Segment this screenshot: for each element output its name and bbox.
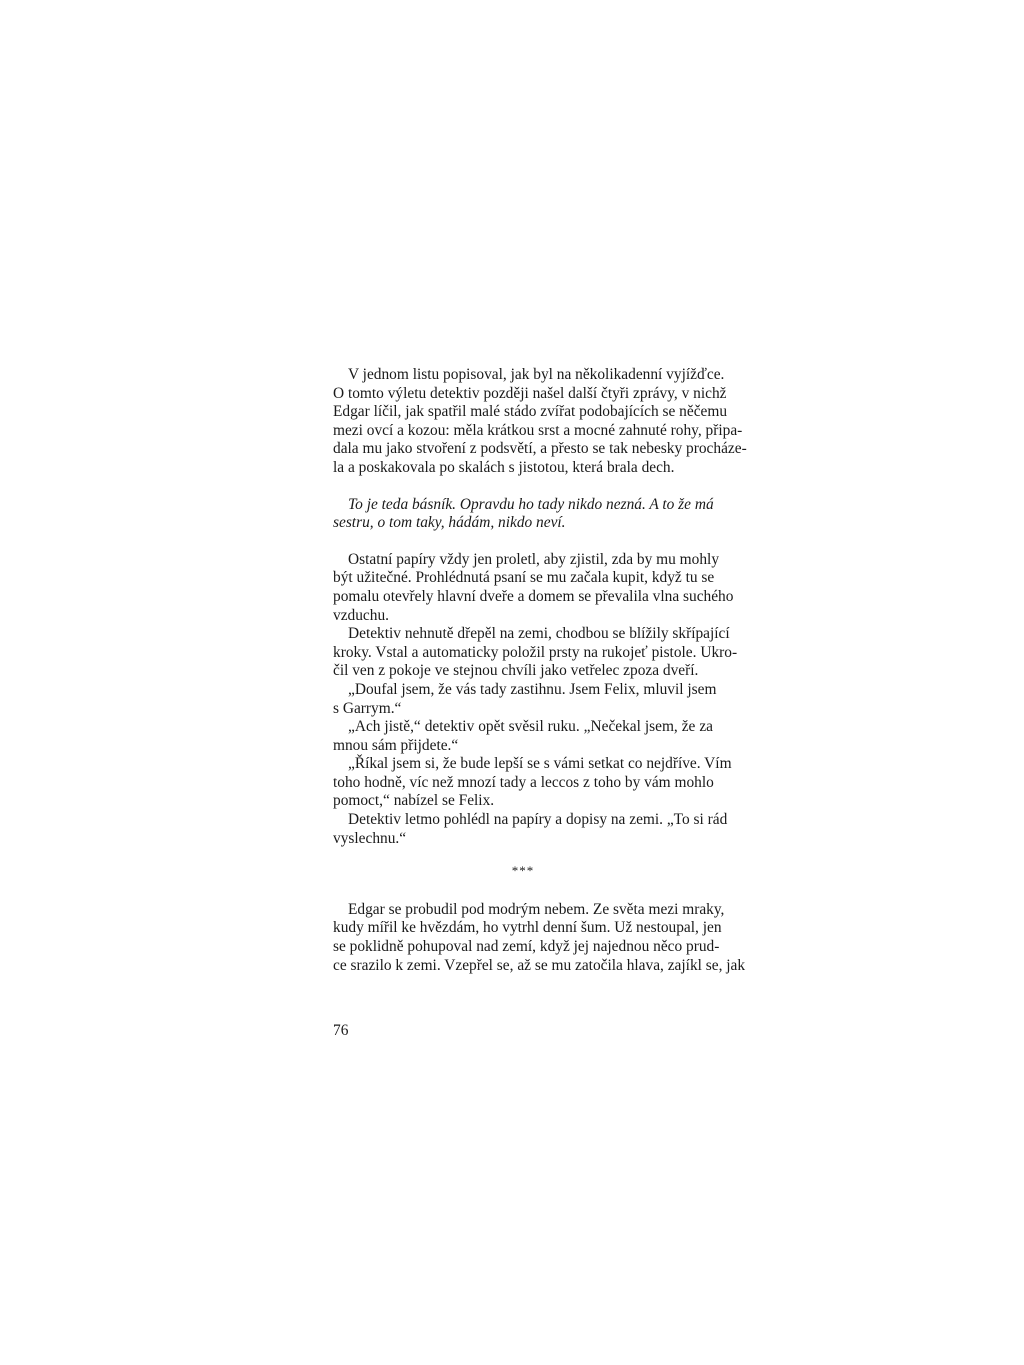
text-line: vzduchu. <box>333 606 389 624</box>
text-line: Detektiv nehnutě dřepěl na zemi, chodbou se blížily skřípající <box>348 625 730 643</box>
text-line: mezi ovcí a kozou: měla krátkou srst a mocné zahnuté rohy, připa- <box>333 421 743 439</box>
text-line: „Doufal jsem, že vás tady zastihnu. Jsem Felix, mluvil jsem <box>348 680 717 698</box>
text-line: To je teda básník. Opravdu ho tady nikdo nezná. A to že má <box>348 495 714 513</box>
text-line: dala mu jako stvoření z podsvětí, a přesto se tak nebesky procháze- <box>333 440 747 458</box>
text-line: být užitečné. Prohlédnutá psaní se mu začala kupit, když tu se <box>333 569 715 587</box>
text-line: s Garrym.“ <box>333 699 402 717</box>
text-line: V jednom listu popisoval, jak byl na několikadenní vyjížďce. <box>348 366 725 383</box>
text-line: vyslechnu.“ <box>333 829 407 847</box>
dialogue-paragraph <box>333 718 713 755</box>
text-line: Edgar se probudil pod modrým nebem. Ze světa mezi mraky, <box>348 900 725 918</box>
text-line: „Ach jistě,“ detektiv opět svěsil ruku. „Nečekal jsem, že za <box>348 718 713 736</box>
text-line: kroky. Vstal a automaticky položil prsty na rukojeť pistole. Ukro- <box>333 643 738 661</box>
text-line: kudy mířil ke hvězdám, ho vytrhl denní šum. Už nestoupal, jen <box>333 919 722 937</box>
dialogue-paragraph <box>333 755 732 811</box>
paragraph <box>333 900 746 975</box>
text-line: čil ven z pokoje ve stejnou chvíli jako vetřelec zpoza dveří. <box>333 662 699 680</box>
italic-thought <box>333 496 713 533</box>
book-page-text <box>333 366 747 975</box>
text-line: Ostatní papíry vždy jen proletl, aby zjistil, zda by mu mohly <box>348 550 720 568</box>
page-number: 76 <box>333 1022 349 1039</box>
text-line: O tomto výletu detektiv později našel další čtyři zprávy, v nichž <box>333 384 727 402</box>
scene-separator: *** <box>511 863 535 879</box>
text-line: pomalu otevřely hlavní dveře a domem se převalila vlna suchého <box>333 587 734 605</box>
text-line: pomoct,“ nabízel se Felix. <box>333 792 495 810</box>
text-line: „Říkal jsem si, že bude lepší se s vámi setkat co nejdříve. Vím <box>348 755 732 773</box>
text-line: toho hodně, víc než mnozí tady a leccos z toho by vám mohlo <box>333 773 714 791</box>
text-line: ce srazilo k zemi. Vzepřel se, až se mu zatočila hlava, zajíkl se, jak <box>333 956 746 974</box>
text-line: sestru, o tom taky, hádám, nikdo neví. <box>333 514 566 532</box>
text-line: la a poskakovala po skalách s jistotou, která brala dech. <box>333 458 675 476</box>
text-line: se poklidně pohupoval nad zemí, když jej najednou něco prud- <box>333 938 720 956</box>
text-line: Edgar líčil, jak spatřil malé stádo zvířat podobajících se něčemu <box>333 403 728 421</box>
dialogue-paragraph <box>333 811 728 848</box>
paragraph <box>333 550 734 625</box>
text-line: mnou sám přijdete.“ <box>333 736 459 754</box>
paragraph <box>333 366 747 478</box>
dialogue-paragraph <box>333 680 717 718</box>
text-line: Detektiv letmo pohlédl na papíry a dopisy na zemi. „To si rád <box>348 811 728 829</box>
paragraph <box>333 625 738 681</box>
